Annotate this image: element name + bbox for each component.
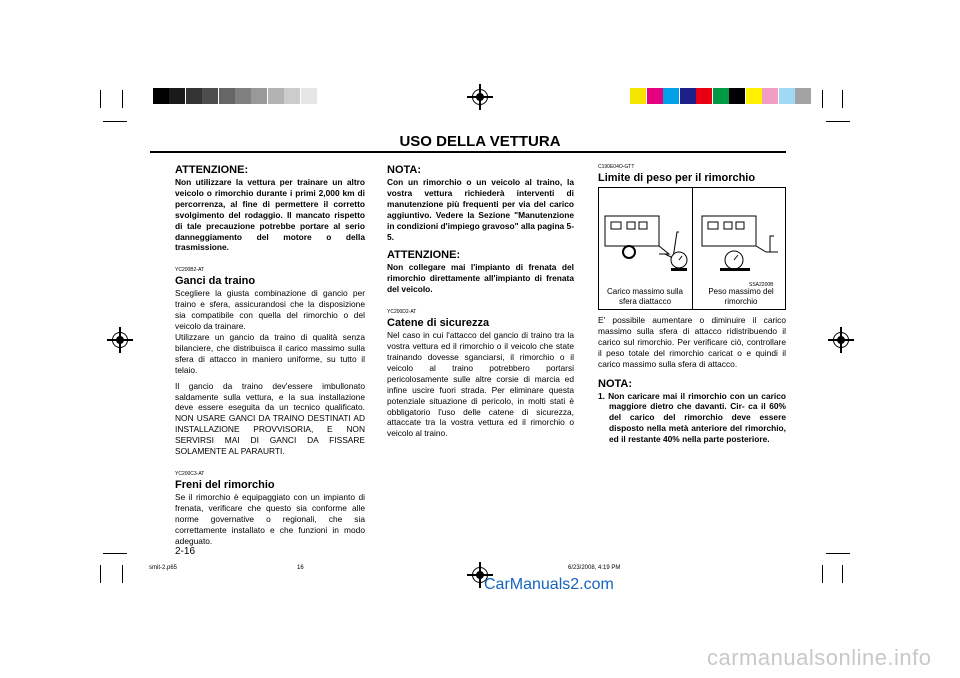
caption-trailer-weight: Peso massimo del rimorchio bbox=[708, 287, 774, 306]
section-code: C190E04O-GTT bbox=[598, 164, 635, 170]
color-swatch bbox=[729, 88, 745, 104]
column-middle bbox=[387, 164, 574, 439]
gray-swatch bbox=[301, 88, 317, 104]
registration-mark-left bbox=[107, 327, 133, 353]
section-heading-trailer-brakes: Freni del rimorchio bbox=[175, 478, 275, 491]
gray-swatch bbox=[251, 88, 267, 104]
watermark-carmanualsonline: carmanualsonline.info bbox=[707, 645, 932, 670]
footer-page: 16 bbox=[297, 565, 304, 571]
figure-code: SSA2200B bbox=[749, 282, 774, 288]
header-rule bbox=[150, 151, 786, 153]
gray-swatch bbox=[268, 88, 284, 104]
section-heading-hitches: Ganci da traino bbox=[175, 275, 256, 288]
section-code: YC200C3-AT bbox=[175, 470, 205, 477]
note-text: Con un rimorchio o un veicolo al traino, la vostra vettura richiederà interventi di manutenzione più frequenti per via del carico aggiuntivo. Vedere la Sezione "Manutenzione in condizioni d'impiego gravoso" alla pagina 5-5. bbox=[387, 177, 574, 242]
warning-text: Non collegare mai l'impianto di frenata del rimorchio direttamente all'impianto di frenata del veicolo. bbox=[387, 262, 574, 295]
figure-divider bbox=[692, 188, 693, 309]
color-swatch bbox=[680, 88, 696, 104]
tongue-load-illustration bbox=[603, 210, 689, 272]
column-right bbox=[598, 164, 786, 185]
note-list-item: 1. Non caricare mai il rimorchio con un carico maggiore dietro che davanti. Cir- ca il 60% del carico del rimorchio deve essere disposto nella metà anteriore del rimorchio, ed il restante 40% nella parte posteriore. bbox=[598, 390, 786, 445]
warning-title: ATTENZIONE: bbox=[387, 249, 461, 262]
registration-mark-right bbox=[828, 327, 854, 353]
paragraph: Se il rimorchio è equipaggiato con un impianto di frenata, verificare che questo sia conforme alle norme governative o regionali, che sia correttamente installato e che funzioni in modo adeguato. bbox=[175, 491, 365, 546]
footer-filename: smit-2.p65 bbox=[149, 565, 178, 571]
gray-swatch bbox=[153, 88, 169, 104]
section-code: YC200B2-AT bbox=[175, 267, 205, 274]
trailer-weight-illustration bbox=[696, 210, 782, 272]
gray-swatch bbox=[202, 88, 218, 104]
column-right-body bbox=[598, 315, 786, 445]
page-number: 2-16 bbox=[175, 546, 196, 558]
paragraph: E' possibile aumentare o diminuire il carico massimo sulla sfera di attacco ridistribuendo il carico sul rimorchio. Per verificare ciò, controllare il peso totale del rimorchio caricat o e quindi il carico massimo sulla sfera di attacco. bbox=[598, 315, 786, 369]
section-heading-safety-chains: Catene di sicurezza bbox=[387, 317, 490, 330]
footer-date: 6/23/2008, 4:19 PM bbox=[568, 565, 621, 571]
gray-swatch bbox=[169, 88, 185, 104]
page-title: USO DELLA VETTURA bbox=[399, 133, 561, 150]
section-heading-weight-limit: Limite di peso per il rimorchio bbox=[598, 172, 756, 184]
color-swatch bbox=[696, 88, 712, 104]
gray-swatch bbox=[219, 88, 235, 104]
color-swatch bbox=[762, 88, 778, 104]
section-code: YC200D2-AT bbox=[387, 309, 417, 316]
trailer-weight-figure bbox=[598, 187, 786, 310]
gray-swatch bbox=[235, 88, 251, 104]
paragraph: Utilizzare un gancio da traino di qualità senza bilanciere, che distribuisca il carico massimo sulla sfera di attacco in maniero uniforme, su tutto il telaio. bbox=[175, 331, 365, 375]
registration-mark-top bbox=[467, 84, 493, 110]
gray-swatch bbox=[186, 88, 202, 104]
color-swatch bbox=[713, 88, 729, 104]
note-title: NOTA: bbox=[387, 164, 422, 176]
color-swatch bbox=[630, 88, 646, 104]
gray-swatch bbox=[284, 88, 300, 104]
paragraph: Scegliere la giusta combinazione di gancio per traino e sfera, assicurandosi che la disposizione sia compatibile con quella del rimorchio o del veicolo da trainare. bbox=[175, 288, 365, 332]
color-swatch bbox=[647, 88, 663, 104]
color-swatch bbox=[746, 88, 762, 104]
note-title: NOTA: bbox=[598, 377, 633, 390]
color-swatch bbox=[795, 88, 811, 104]
warning-text: Non utilizzare la vettura per trainare un altro veicolo o rimorchio durante i primi 2,000 km di percorrenza, al fine di permettere il corretto svolgimento del rodaggio. Il mancato rispetto di tale precauzione potrebbe portare al serio danneggiamento del motore o della trasmissione. bbox=[175, 177, 365, 253]
column-left bbox=[175, 164, 365, 557]
paragraph: Nel caso in cui l'attacco del gancio di traino tra la vostra vettura ed il rimorchio o il veicolo che state trainando dovesse sganciarsi, il rimorchio o il veicolo al traino potrebbero portarsi pericolosamente sulle altre corsie di marcia ed infine uscire fuori strada. Per eliminare questa potenziale situazione di pericolo, in molti stati è obbligatorio l'uso delle catene di sicurezza, attaccate tra la vostra vettura ed il rimorchio o veicolo al traino. bbox=[387, 330, 574, 439]
caption-tongue-load: Carico massimo sulla sfera diattacco bbox=[606, 287, 684, 306]
paragraph: Il gancio da traino dev'essere imbullonato saldamente sulla vettura, e la sua installazione deve essere eseguita da un tecnico qualificato. NON USARE GANCI DA TRAINO DESTINATI AD INSTALLAZIONE PROVVISORIA, E NON SERVIRSI MAI DI GANCI DA FISSARE SOLAMENTE AL PARAURTI. bbox=[175, 380, 365, 457]
watermark-carmanuals2: CarManuals2.com bbox=[484, 576, 614, 593]
color-swatch bbox=[779, 88, 795, 104]
color-swatch bbox=[663, 88, 679, 104]
warning-title: ATTENZIONE: bbox=[175, 164, 249, 176]
